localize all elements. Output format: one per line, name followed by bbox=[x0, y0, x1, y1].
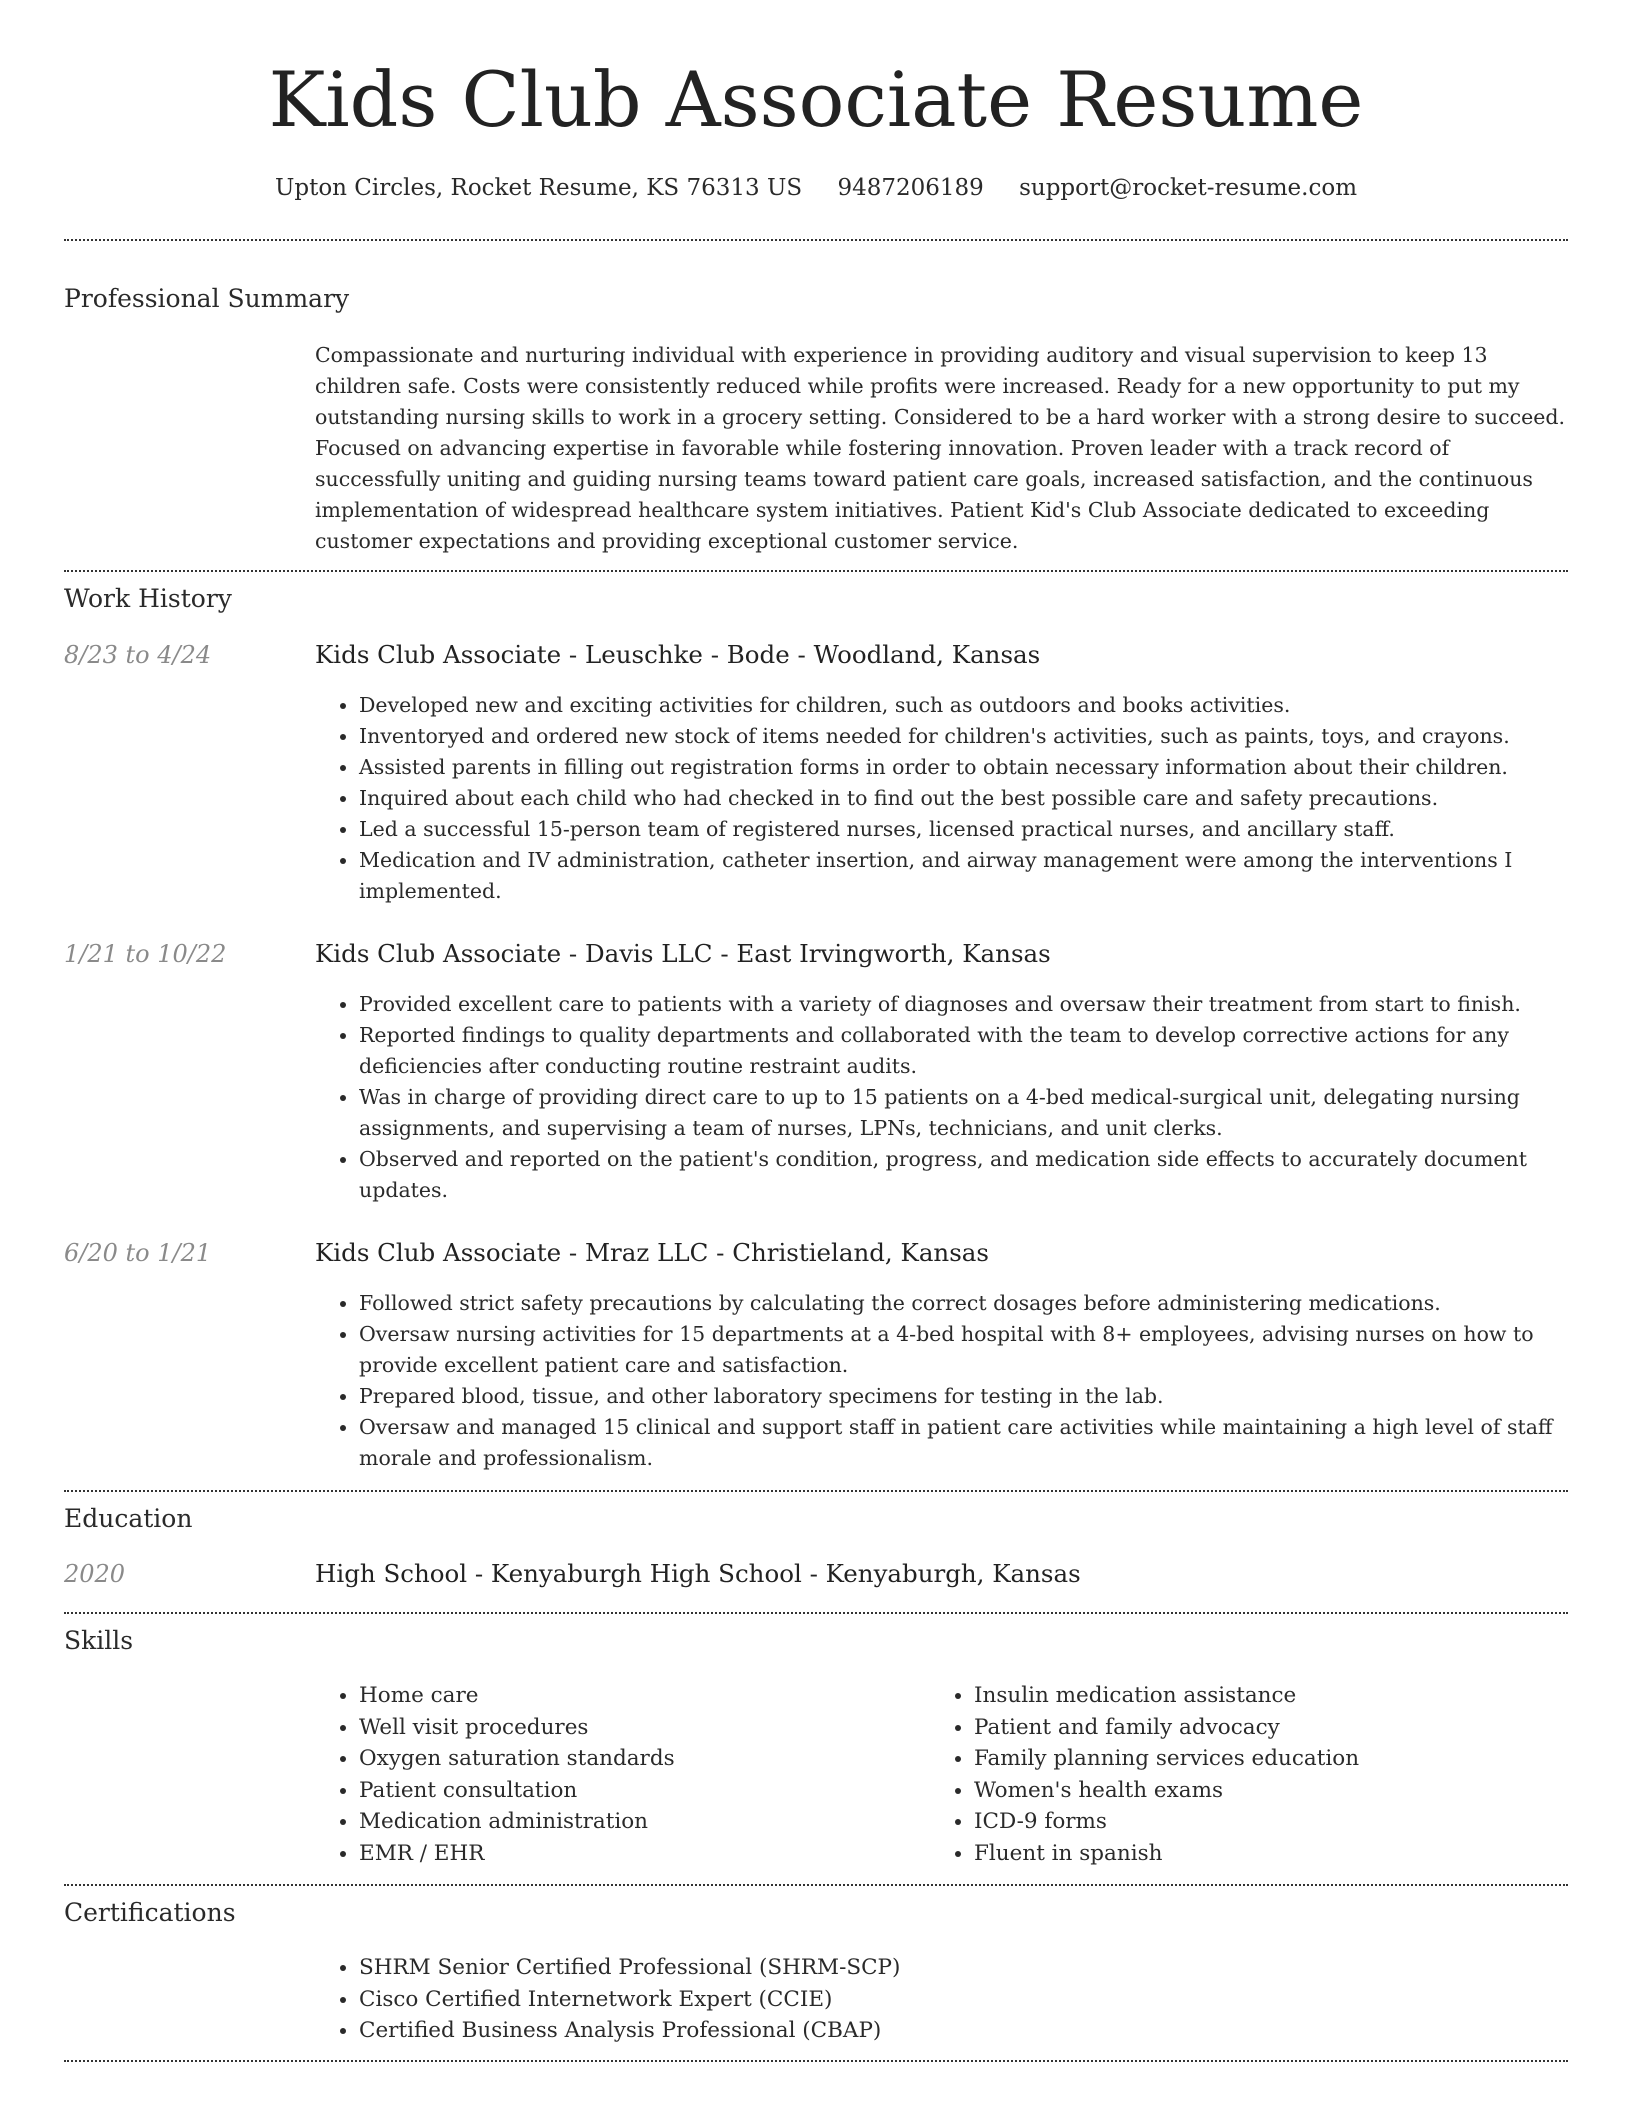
list-item: • Cisco Certified Internetwork Expert (CCIE) bbox=[359, 1984, 1215, 2016]
job-title: Kids Club Associate - Davis LLC - East Irvingworth, Kansas bbox=[315, 939, 1051, 968]
contact-phone: 9487206189 bbox=[837, 175, 984, 201]
skills-list-left bbox=[315, 1680, 875, 1869]
section-divider bbox=[64, 2060, 1568, 2062]
job-bullets bbox=[315, 989, 1555, 1206]
job-title: Kids Club Associate - Mraz LLC - Christieland, Kansas bbox=[315, 1238, 989, 1267]
list-item: • Oversaw and managed 15 clinical and support staff in patient care activities while maintaining a high level of staff morale and professionalism. bbox=[359, 1412, 1555, 1474]
list-item: • Well visit procedures bbox=[359, 1712, 875, 1744]
work-history-heading: Work History bbox=[64, 584, 232, 613]
list-item: • Followed strict safety precautions by calculating the correct dosages before administering medications. bbox=[359, 1288, 1555, 1319]
section-divider bbox=[64, 570, 1568, 572]
list-item: • Provided excellent care to patients with a variety of diagnoses and oversaw their treatment from start to finish. bbox=[359, 989, 1555, 1020]
education-heading: Education bbox=[64, 1504, 193, 1533]
section-divider bbox=[64, 1612, 1568, 1614]
list-item: • Led a successful 15-person team of registered nurses, licensed practical nurses, and ancillary staff. bbox=[359, 814, 1555, 845]
list-item: • Family planning services education bbox=[974, 1743, 1490, 1775]
list-item: • Medication and IV administration, catheter insertion, and airway management were among the interventions I implemented. bbox=[359, 845, 1555, 907]
summary-text: Compassionate and nurturing individual with experience in providing auditory and visual supervision to keep 13 children safe. Costs were consistently reduced while profits were increased. Ready for a new opportunity to put my outstanding nursing skills to work in a grocery setting. Considered to be a hard worker with a strong desire to succeed. Focused on advancing expertise in favorable while fostering innovation. Proven leader with a track record of successfully uniting and guiding nursing teams toward patient care goals, increased satisfaction, and the continuous implementation of widespread healthcare system initiatives. Patient Kid's Club Associate dedicated to exceeding customer expectations and providing exceptional customer service. bbox=[315, 343, 1565, 553]
skills-list-right bbox=[930, 1680, 1490, 1869]
list-item: • Inventoryed and ordered new stock of items needed for children's activities, such as paints, toys, and crayons. bbox=[359, 721, 1555, 752]
list-item: • Insulin medication assistance bbox=[974, 1680, 1490, 1712]
section-divider bbox=[64, 1884, 1568, 1886]
list-item: • Medication administration bbox=[359, 1806, 875, 1838]
list-item: • Certified Business Analysis Professional (CBAP) bbox=[359, 2015, 1215, 2047]
list-item: • Patient consultation bbox=[359, 1775, 875, 1807]
list-item: • EMR / EHR bbox=[359, 1838, 875, 1870]
list-item: • Home care bbox=[359, 1680, 875, 1712]
certifications-heading: Certifications bbox=[64, 1898, 236, 1927]
summary-heading: Professional Summary bbox=[64, 284, 350, 313]
certifications-list bbox=[315, 1952, 1215, 2047]
job-title: Kids Club Associate - Leuschke - Bode - Woodland, Kansas bbox=[315, 640, 1041, 669]
job-dates: 6/20 to 1/21 bbox=[64, 1239, 212, 1267]
education-title: High School - Kenyaburgh High School - Kenyaburgh, Kansas bbox=[315, 1559, 1081, 1588]
list-item: • Patient and family advocacy bbox=[974, 1712, 1490, 1744]
resume-title: Kids Club Associate Resume bbox=[268, 55, 1364, 144]
list-item: • SHRM Senior Certified Professional (SHRM-SCP) bbox=[359, 1952, 1215, 1984]
contact-email: support@rocket-resume.com bbox=[1019, 175, 1358, 201]
section-divider bbox=[64, 239, 1568, 241]
job-dates: 8/23 to 4/24 bbox=[64, 641, 212, 669]
contact-address: Upton Circles, Rocket Resume, KS 76313 US bbox=[274, 175, 803, 201]
list-item: • Observed and reported on the patient's condition, progress, and medication side effects to accurately document updates. bbox=[359, 1144, 1555, 1206]
contact-line bbox=[64, 168, 1568, 208]
list-item: • ICD-9 forms bbox=[974, 1806, 1490, 1838]
job-dates: 1/21 to 10/22 bbox=[64, 940, 227, 968]
list-item: • Developed new and exciting activities for children, such as outdoors and books activities. bbox=[359, 690, 1555, 721]
job-bullets bbox=[315, 1288, 1555, 1474]
education-year: 2020 bbox=[64, 1560, 126, 1588]
section-divider bbox=[64, 1490, 1568, 1492]
list-item: • Oversaw nursing activities for 15 departments at a 4-bed hospital with 8+ employees, advising nurses on how to provide excellent patient care and satisfaction. bbox=[359, 1319, 1555, 1381]
list-item: • Was in charge of providing direct care to up to 15 patients on a 4-bed medical-surgical unit, delegating nursing assignments, and supervising a team of nurses, LPNs, technicians, and unit clerks. bbox=[359, 1082, 1555, 1144]
list-item: • Women's health exams bbox=[974, 1775, 1490, 1807]
list-item: • Oxygen saturation standards bbox=[359, 1743, 875, 1775]
list-item: • Prepared blood, tissue, and other laboratory specimens for testing in the lab. bbox=[359, 1381, 1555, 1412]
list-item: • Reported findings to quality departments and collaborated with the team to develop corrective actions for any deficiencies after conducting routine restraint audits. bbox=[359, 1020, 1555, 1082]
job-bullets bbox=[315, 690, 1555, 907]
list-item: • Assisted parents in filling out registration forms in order to obtain necessary information about their children. bbox=[359, 752, 1555, 783]
list-item: • Inquired about each child who had checked in to find out the best possible care and safety precautions. bbox=[359, 783, 1555, 814]
list-item: • Fluent in spanish bbox=[974, 1838, 1490, 1870]
skills-heading: Skills bbox=[64, 1626, 134, 1655]
